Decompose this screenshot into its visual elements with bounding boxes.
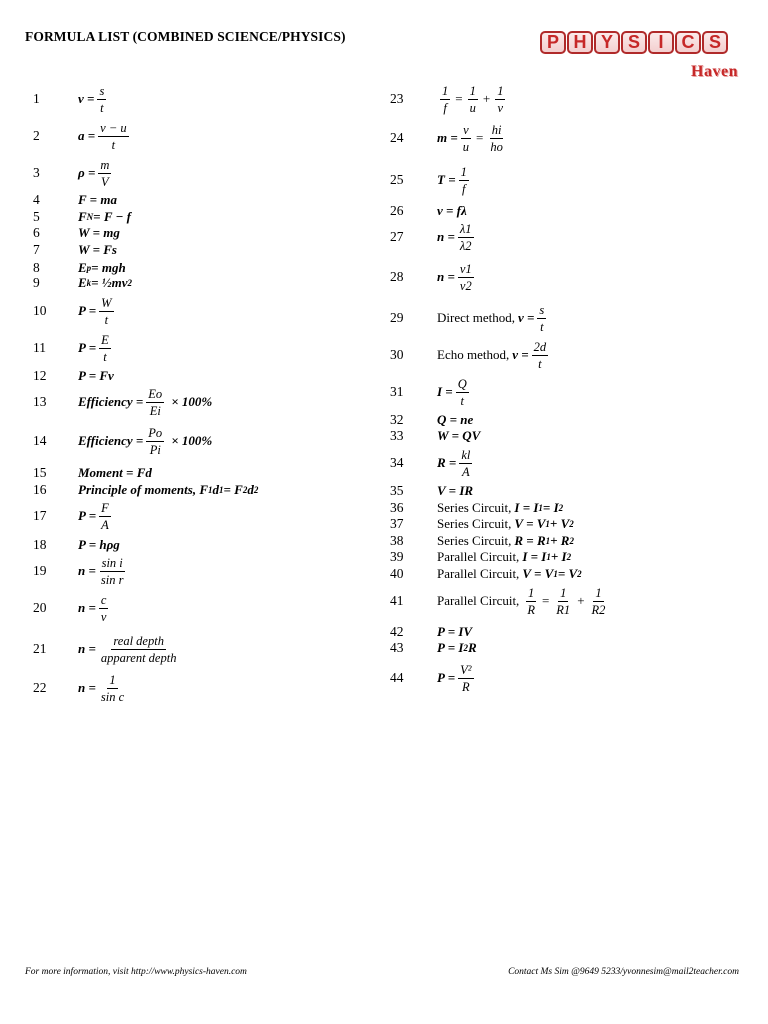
- formula-text: v =: [517, 310, 535, 325]
- logo-letter: S: [621, 31, 647, 54]
- formula-label: Parallel Circuit,: [437, 549, 520, 564]
- formula-operator: =: [455, 91, 463, 106]
- fraction-denominator: R1: [556, 602, 571, 617]
- formula-subscript: 1: [219, 485, 224, 495]
- formula: [78, 501, 114, 532]
- formula-text: = I: [542, 500, 559, 515]
- formula-number: 23: [390, 91, 404, 106]
- formula-text: d: [247, 482, 254, 497]
- formula-text: v =: [512, 347, 529, 362]
- formula: [78, 634, 181, 665]
- formula-superscript: 2: [463, 643, 468, 653]
- formula: [78, 158, 114, 189]
- physics-haven-logo: [540, 31, 740, 87]
- formula-text: n =: [78, 641, 96, 656]
- fraction-denominator: R: [462, 679, 470, 694]
- fraction-denominator: v: [100, 609, 107, 624]
- formula: [78, 84, 109, 115]
- formula: [78, 260, 126, 276]
- formula-subscript: 1: [208, 485, 213, 495]
- fraction: [495, 84, 505, 115]
- fraction: [98, 158, 111, 189]
- fraction-numerator: real depth: [113, 633, 164, 648]
- formula-text: W = mg: [78, 225, 120, 240]
- formula: [78, 275, 132, 291]
- formula-number: 20: [33, 600, 47, 615]
- formula-subscript: 2: [242, 485, 248, 495]
- fraction-numerator: 1: [497, 83, 504, 98]
- fraction-denominator: v: [497, 100, 504, 115]
- formula-number: 16: [33, 482, 47, 497]
- formula-text: V = V: [522, 566, 554, 581]
- fraction-denominator: u: [462, 139, 470, 154]
- fraction: [458, 262, 474, 293]
- formula-text: P =: [437, 670, 456, 685]
- formula-number: 37: [390, 516, 404, 531]
- fraction-denominator: t: [538, 356, 542, 371]
- formula-number: 4: [33, 192, 40, 207]
- formula: [437, 428, 480, 444]
- fraction: [146, 387, 164, 418]
- fraction-denominator: ho: [490, 139, 503, 154]
- formula-subscript: N: [86, 212, 94, 222]
- formula-number: 31: [390, 384, 404, 399]
- formula-subscript: 2: [558, 503, 564, 513]
- logo-letter: Y: [594, 31, 620, 54]
- fraction-numerator: Eo: [148, 386, 163, 401]
- logo-letter: C: [675, 31, 701, 54]
- formula: [78, 537, 120, 553]
- formula-number: 5: [33, 209, 40, 224]
- fraction: [532, 340, 549, 371]
- formula: [437, 549, 571, 565]
- fraction-numerator: F: [101, 500, 109, 515]
- formula-text: v = fλ: [437, 203, 467, 218]
- formula: [78, 121, 132, 152]
- footer-website: For more information, visit http://www.physics-haven.com: [25, 967, 247, 977]
- formula-number: 25: [390, 172, 404, 187]
- fraction-denominator: t: [111, 137, 116, 152]
- fraction: [99, 501, 111, 532]
- fraction-denominator: A: [101, 517, 109, 532]
- formula-number: 36: [390, 500, 404, 515]
- fraction-numerator: 1: [560, 585, 567, 600]
- formula-text: I =: [437, 384, 453, 399]
- formula-number: 11: [33, 340, 46, 355]
- fraction-numerator: E: [101, 332, 109, 347]
- fraction-numerator: v1: [459, 261, 472, 276]
- formula-number: 42: [390, 624, 404, 639]
- formula-text: = F: [223, 482, 243, 497]
- formula-number: 35: [390, 483, 404, 498]
- formula: [437, 222, 477, 253]
- fraction-numerator: λ1: [459, 221, 472, 236]
- formula-text: R = R: [514, 533, 546, 548]
- fraction-denominator: Pi: [149, 442, 161, 457]
- fraction-numerator: W: [101, 295, 112, 310]
- formula-text: P = IV: [437, 624, 473, 639]
- formula-text: R =: [437, 455, 457, 470]
- formula-number: 39: [390, 549, 404, 564]
- fraction: [99, 556, 126, 587]
- formula: [437, 566, 582, 582]
- formula-text: = mgh: [91, 260, 126, 275]
- formula-subscript: 2: [569, 536, 574, 546]
- formula: [78, 426, 212, 457]
- formula-percent: × 100%: [171, 433, 213, 448]
- fraction-denominator: R: [527, 602, 535, 617]
- fraction-denominator: V: [101, 174, 109, 189]
- formula-text: T =: [437, 172, 456, 187]
- formula-text: n =: [437, 229, 455, 244]
- formula-number: 19: [33, 563, 47, 578]
- fraction: [488, 123, 505, 154]
- footer-contact: Contact Ms Sim @9649 5233/yvonnesim@mail2teacher.com: [508, 967, 739, 977]
- logo-letters: [540, 31, 740, 54]
- fraction-denominator: λ2: [459, 238, 472, 253]
- formula: [437, 516, 574, 532]
- fraction-denominator: Ei: [149, 403, 161, 418]
- formula: [437, 340, 551, 371]
- fraction: [461, 123, 471, 154]
- formula: [78, 209, 131, 225]
- formula: [437, 412, 473, 428]
- formula-text: V = IR: [437, 483, 474, 498]
- formula-label: Echo method,: [437, 347, 510, 362]
- formula-subscript: 2: [569, 519, 574, 529]
- formula-text: a =: [78, 128, 96, 143]
- formula-number: 3: [33, 165, 40, 180]
- fraction-numerator: v − u: [100, 120, 127, 135]
- formula: [437, 303, 549, 334]
- fraction-numerator: kl: [461, 447, 471, 462]
- fraction-numerator: c: [100, 592, 107, 607]
- formula-text: + R: [550, 533, 570, 548]
- formula-text: + V: [549, 516, 570, 531]
- formula-number: 15: [33, 465, 47, 480]
- formula-label: Series Circuit,: [437, 500, 512, 515]
- logo-letter: I: [648, 31, 674, 54]
- formula: [437, 500, 563, 516]
- formula-text: P = I: [437, 640, 464, 655]
- formula-label: Direct method,: [437, 310, 515, 325]
- formula-number: 43: [390, 640, 404, 655]
- formula-text: n =: [78, 600, 96, 615]
- fraction: [99, 333, 111, 364]
- fraction: [459, 165, 469, 196]
- formula-subscript: 2: [253, 485, 259, 495]
- formula-text: d: [212, 482, 219, 497]
- formula-text: I = I: [522, 549, 547, 564]
- formula-label: Series Circuit,: [437, 533, 512, 548]
- formula: [78, 296, 117, 327]
- fraction: [99, 593, 109, 624]
- formula-text: F = ma: [78, 192, 117, 207]
- formula-number: 24: [390, 130, 404, 145]
- fraction-denominator: t: [103, 349, 107, 364]
- fraction-numerator: 1: [460, 164, 467, 179]
- formula-number: 32: [390, 412, 404, 427]
- formula-text: V = V: [514, 516, 546, 531]
- fraction-denominator: u: [469, 100, 476, 115]
- page-title: FORMULA LIST (COMBINED SCIENCE/PHYSICS): [25, 29, 346, 44]
- fraction: [525, 586, 537, 617]
- formula-number: 18: [33, 537, 47, 552]
- fraction-numerator: s: [539, 302, 545, 317]
- formula-number: 10: [33, 303, 47, 318]
- formula-text: Principle of moments, F: [78, 482, 208, 497]
- formula-superscript: 2: [127, 278, 132, 288]
- formula-number: 6: [33, 225, 40, 240]
- fraction: [468, 84, 478, 115]
- logo-letter: H: [567, 31, 593, 54]
- formula-number: 34: [390, 455, 404, 470]
- formula-subscript: 1: [538, 503, 543, 513]
- formula-text: P = hρg: [78, 537, 120, 552]
- formula-number: 17: [33, 508, 47, 523]
- fraction-denominator: sin c: [100, 689, 125, 704]
- formula-subscript: 1: [545, 536, 551, 546]
- fraction: [458, 222, 474, 253]
- fraction: [456, 377, 469, 408]
- fraction-denominator: t: [540, 319, 544, 334]
- formula-number: 2: [33, 128, 40, 143]
- formula-text: = V: [557, 566, 578, 581]
- formula: [437, 483, 473, 499]
- fraction-denominator: sin r: [100, 572, 124, 587]
- fraction: [99, 296, 113, 327]
- formula-number: 33: [390, 428, 404, 443]
- formula-label: Parallel Circuit,: [437, 593, 520, 608]
- formula-number: 26: [390, 203, 404, 218]
- formula-label: Series Circuit,: [437, 516, 512, 531]
- formula-subscript: 1: [545, 519, 550, 529]
- formula-label: Parallel Circuit,: [437, 566, 520, 581]
- formula-number: 9: [33, 275, 40, 290]
- formula-subscript: 2: [577, 569, 582, 579]
- fraction-denominator: t: [100, 100, 104, 115]
- formula-number: 8: [33, 260, 40, 275]
- formula-text: n =: [78, 680, 96, 695]
- fraction: [537, 303, 546, 334]
- formula-number: 44: [390, 670, 404, 685]
- formula: [437, 624, 472, 640]
- fraction: [99, 634, 179, 665]
- formula: [437, 586, 610, 617]
- fraction: [98, 121, 128, 152]
- fraction-numerator: hi: [491, 122, 502, 137]
- formula-subscript: 2: [566, 552, 572, 562]
- formula-text: m =: [437, 130, 458, 145]
- formula-number: 14: [33, 433, 47, 448]
- formula: [437, 640, 477, 656]
- formula: [78, 673, 129, 704]
- formula: [437, 203, 467, 219]
- formula-subscript: p: [86, 263, 92, 273]
- formula-text: = F − f: [93, 209, 131, 224]
- formula-number: 29: [390, 310, 404, 325]
- formula-text: n =: [78, 563, 96, 578]
- fraction-denominator: f: [461, 181, 466, 196]
- formula: [78, 465, 152, 481]
- fraction-denominator: f: [443, 100, 447, 115]
- formula-text: P =: [78, 508, 97, 523]
- formula: [78, 556, 128, 587]
- formula-subscript: 1: [546, 552, 551, 562]
- fraction: [458, 663, 473, 694]
- formula: [437, 165, 472, 196]
- fraction-denominator: apparent depth: [100, 650, 177, 665]
- formula-subscript: k: [86, 278, 92, 288]
- formula: [78, 593, 111, 624]
- formula: [78, 368, 114, 384]
- formula-text: F: [78, 209, 87, 224]
- formula-number: 12: [33, 368, 47, 383]
- fraction: [99, 673, 126, 704]
- formula: [78, 242, 117, 258]
- fraction-numerator: v: [463, 122, 469, 137]
- formula-text: P =: [78, 303, 97, 318]
- fraction: [146, 426, 164, 457]
- fraction-numerator: 1: [528, 585, 535, 600]
- formula-number: 27: [390, 229, 404, 244]
- formula-text: Moment = Fd: [78, 465, 152, 480]
- formula: [78, 333, 114, 364]
- formula-text: Efficiency =: [78, 433, 144, 448]
- formula-text: ρ =: [78, 165, 96, 180]
- logo-letter: P: [540, 31, 566, 54]
- formula-text: P =: [78, 340, 97, 355]
- fraction-numerator: Q: [457, 376, 467, 391]
- formula-text: + I: [550, 549, 567, 564]
- formula: [78, 387, 212, 418]
- formula-text: W = QV: [437, 428, 481, 443]
- fraction-numerator: 1: [109, 672, 116, 687]
- formula-number: 41: [390, 593, 404, 608]
- fraction-numerator: s: [99, 83, 105, 98]
- logo-letter: S: [702, 31, 728, 54]
- formula-number: 28: [390, 269, 404, 284]
- formula-operator: +: [482, 91, 491, 106]
- formula-text: n =: [437, 269, 455, 284]
- formula: [78, 225, 120, 241]
- formula: [437, 533, 574, 549]
- formula-operator: =: [541, 593, 550, 608]
- fraction-numerator: 1: [442, 83, 449, 98]
- formula-text: P = Fv: [78, 368, 114, 383]
- formula-text: E: [78, 275, 87, 290]
- formula: [78, 192, 117, 208]
- formula-text: v =: [78, 91, 95, 106]
- formula: [437, 377, 472, 408]
- formula-operator: +: [577, 593, 585, 608]
- formula: [437, 448, 475, 479]
- fraction-denominator: A: [462, 464, 470, 479]
- fraction: [554, 586, 572, 617]
- formula-text: R: [467, 640, 477, 655]
- formula-number: 22: [33, 680, 47, 695]
- formula-percent: × 100%: [171, 394, 213, 409]
- formula-text: W = Fs: [78, 242, 117, 257]
- fraction-numerator: m: [100, 157, 110, 172]
- formula-text: Q = ne: [437, 412, 474, 427]
- fraction: [459, 448, 472, 479]
- fraction: [97, 84, 106, 115]
- formula: [437, 262, 477, 293]
- formula-number: 40: [390, 566, 404, 581]
- formula-text: = ½mv: [91, 275, 128, 290]
- fraction: [590, 586, 608, 617]
- formula-text: I = I: [514, 500, 539, 515]
- fraction-denominator: t: [104, 312, 109, 327]
- fraction-numerator: 2d: [533, 339, 547, 354]
- formula: [437, 123, 508, 154]
- fraction-numerator: 1: [595, 585, 602, 600]
- fraction-numerator: V²: [460, 662, 472, 677]
- fraction-numerator: sin i: [101, 555, 123, 570]
- fraction: [440, 84, 450, 115]
- formula-number: 13: [33, 394, 47, 409]
- fraction-numerator: 1: [469, 83, 476, 98]
- formula-number: 38: [390, 533, 404, 548]
- formula-number: 30: [390, 347, 404, 362]
- fraction-denominator: R2: [591, 602, 606, 617]
- logo-subtitle: Haven: [691, 63, 738, 80]
- formula: [437, 663, 477, 694]
- formula-number: 1: [33, 91, 40, 106]
- formula-subscript: 1: [553, 569, 558, 579]
- formula: [78, 482, 258, 498]
- formula: [437, 84, 508, 115]
- formula-text: Efficiency =: [78, 394, 144, 409]
- formula-operator: =: [476, 130, 484, 145]
- fraction-denominator: t: [460, 393, 464, 408]
- fraction-numerator: Po: [148, 425, 163, 440]
- formula-number: 7: [33, 242, 40, 257]
- formula-text: E: [78, 260, 87, 275]
- formula-number: 21: [33, 641, 47, 656]
- fraction-denominator: v2: [459, 278, 472, 293]
